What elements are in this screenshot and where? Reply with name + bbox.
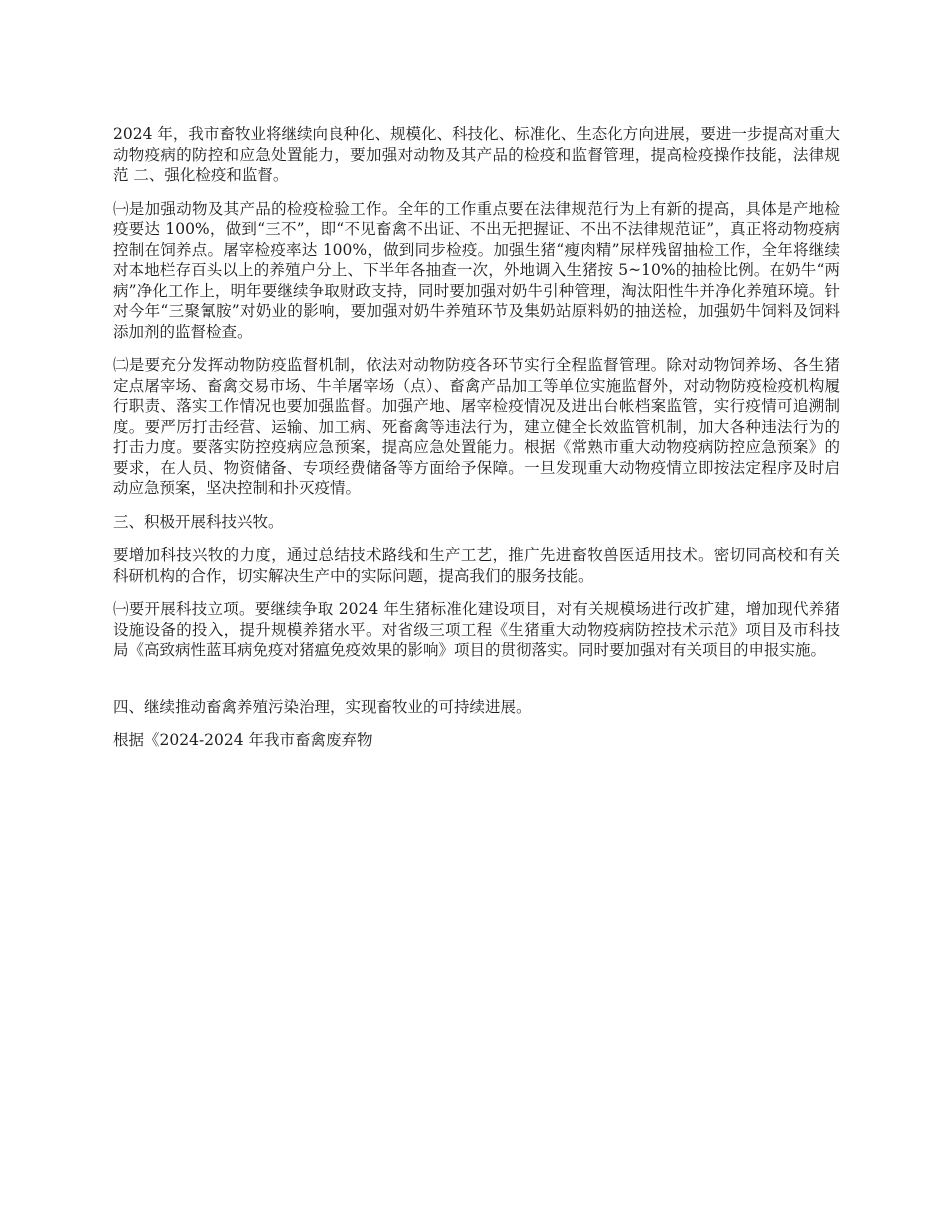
section-heading-pollution-control: 四、继续推动畜禽养殖污染治理，实现畜牧业的可持续进展。 (113, 697, 532, 716)
paragraph-science-tech: 要增加科技兴牧的力度，通过总结技术路线和生产工艺，推广先进畜牧兽医适用技术。密切同高校和有关科研机构的合作，切实解决生产中的实际问题，提高我们的服务技能。 (113, 546, 840, 585)
paragraph-according-to: 根据《2024-2024 年我市畜禽废弃物 (113, 731, 373, 749)
paragraph-quarantine-inspection: ㈠是加强动物及其产品的检疫检验工作。全年的工作重点要在法律规范行为上有新的提高，具体是产地检疫要达 100%，做到“三不”，即“不见畜禽不出证、不出无把握证、不出不法律规范证”，真正将动物疫病控制在饲养点。屠宰检疫率达 100%，做到同步检疫。加强生猪“瘦肉精”尿样残留抽检工作，全年将继续对本地栏存百头以上的养殖户分上、下半年各抽查一次，外地调入生猪按 5~10%的抽检比例。在奶牛“两病”净化工作上，明年要继续争取财政支持，同时要加强对奶牛引种管理，淘汰阳性牛并净化养殖环境。针对今年“三聚氰胺”对奶业的影响，要加强对奶牛养殖环节及集奶站原料奶的抽送检，加强奶牛饲料及饲料添加剂的监督检查。 (113, 199, 840, 341)
paragraph-supervision-mechanism: ㈡是要充分发挥动物防疫监督机制，依法对动物防疫各环节实行全程监督管理。除对动物饲养场、各生猪定点屠宰场、畜禽交易市场、牛羊屠宰场（点）、畜禽产品加工等单位实施监督外，对动物防疫检疫机构履行职责、落实工作情况也要加强监督。加强产地、屠宰检疫情况及进出台帐档案监管，实行疫情可追溯制度。要严厉打击经营、运输、加工病、死畜禽等违法行为，建立健全长效监管机制，加大各种违法行为的打击力度。要落实防控疫病应急预案，提高应急处置能力。根据《常熟市重大动物疫病防控应急预案》的要求，在人员、物资储备、专项经费储备等方面给予保障。一旦发现重大动物疫情立即按法定程序及时启动应急预案，坚决控制和扑灭疫情。 (113, 356, 840, 497)
paragraph-intro: 2024 年，我市畜牧业将继续向良种化、规模化、科技化、标准化、生态化方向进展，要进一步提高对重大动物疫病的防控和应急处置能力，要加强对动物及其产品的检疫和监督管理，提高检疫操作技能，法律规范 二、强化检疫和监督。 (113, 125, 840, 184)
document-page (113, 124, 840, 764)
section-heading-science-tech: 三、积极开展科技兴牧。 (113, 512, 284, 531)
paragraph-project-approval: ㈠要开展科技立项。要继续争取 2024 年生猪标准化建设项目，对有关规模场进行改扩建，增加现代养猪设施设备的投入，提升规模养猪水平。对省级三项工程《生猪重大动物疫病防控技术示范》项目及市科技局《高致病性蓝耳病免疫对猪瘟免疫效果的影响》项目的贯彻落实。同时要加强对有关项目的申报实施。 (113, 600, 840, 659)
